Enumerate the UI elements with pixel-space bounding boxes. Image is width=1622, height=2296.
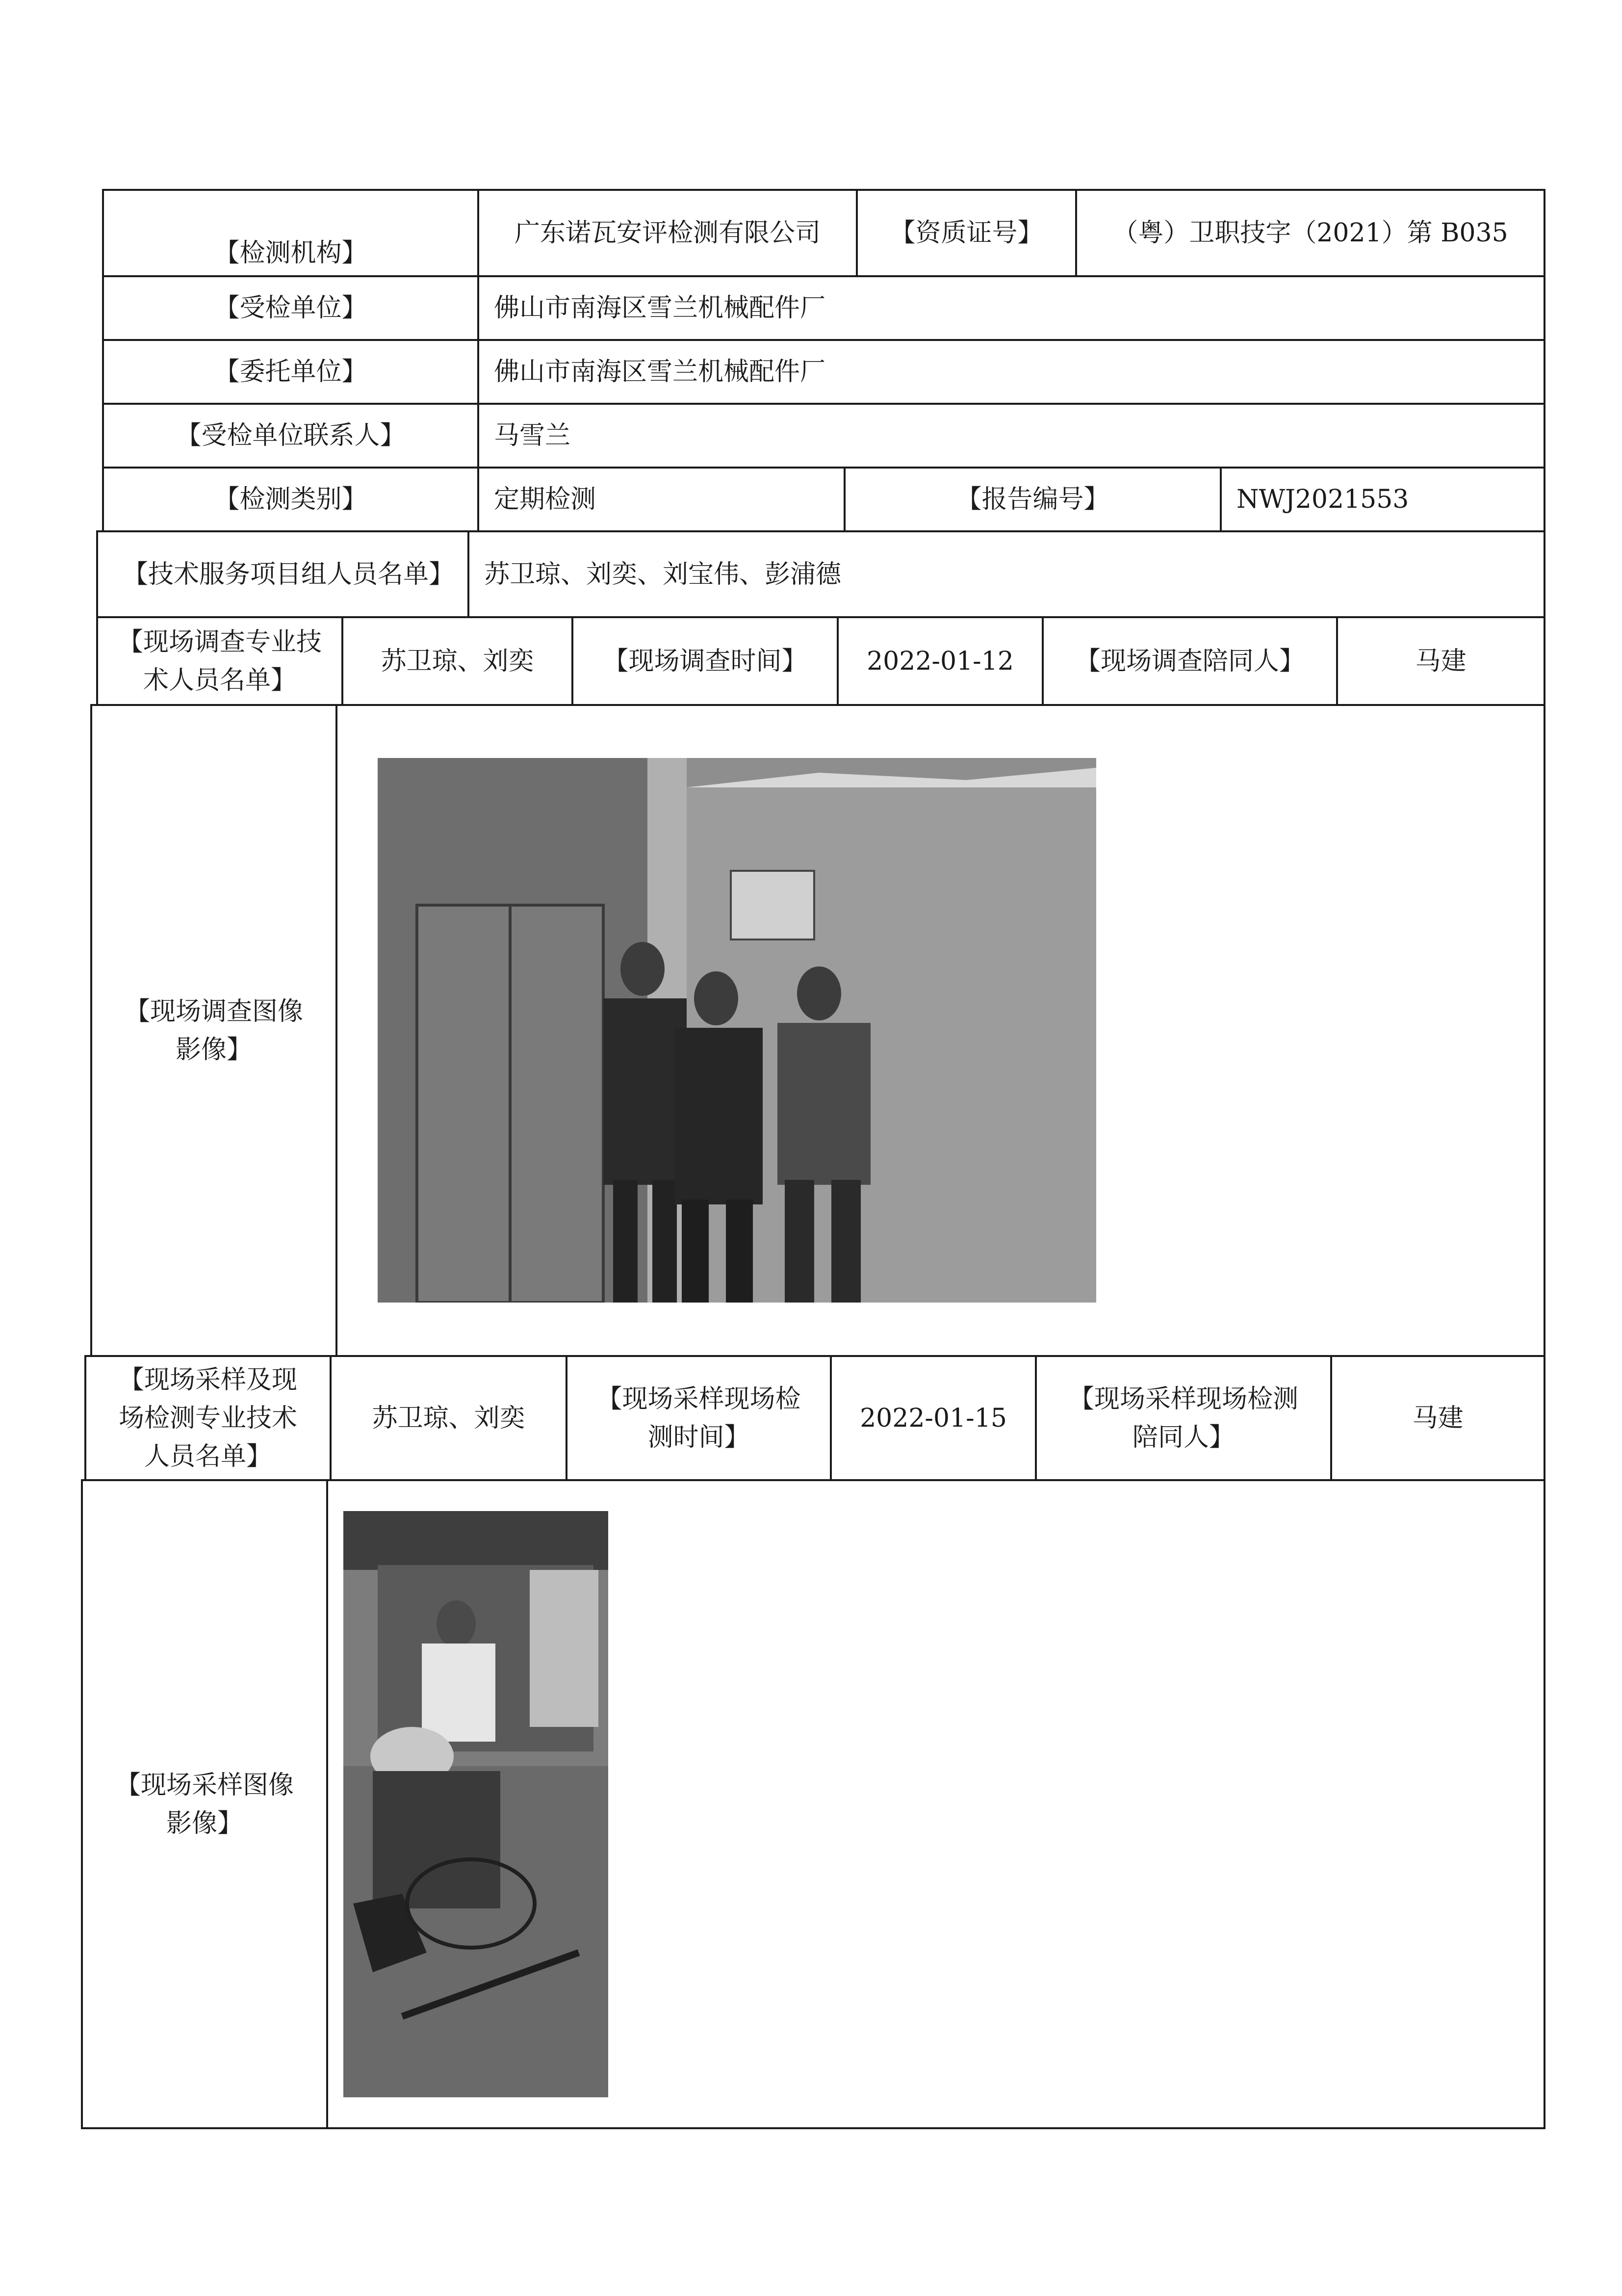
survey-companion-label: 【现场调查陪同人】: [1044, 618, 1338, 704]
row-sampling-image: [81, 1479, 1545, 2129]
client-value: 佛山市南海区雪兰机械配件厂: [494, 357, 826, 387]
row-inspected: [102, 275, 1545, 341]
cert-value: （粤）卫职技字（2021）第 B035: [1112, 218, 1508, 248]
sampling-image-label: 【现场采样图像影像】: [83, 1481, 328, 2127]
sampling-companion-label: 【现场采样现场检测陪同人】: [1037, 1357, 1332, 1479]
contact-value: 马雪兰: [494, 421, 571, 450]
category-label: 【检测类别】: [104, 469, 479, 530]
survey-label: 【现场调查专业技术人员名单】: [98, 618, 343, 704]
survey-time-value: 2022-01-12: [839, 618, 1044, 704]
survey-companion-value: 马建: [1415, 646, 1467, 676]
sampling-time-value: 2022-01-15: [832, 1357, 1037, 1479]
row-client: [102, 339, 1545, 405]
sampling-value: 苏卫琼、刘奕: [332, 1357, 567, 1479]
row-team: [96, 530, 1545, 618]
contact-label: 【受检单位联系人】: [104, 405, 479, 467]
survey-time-label: 【现场调查时间】: [573, 618, 839, 704]
sampling-time-label: 【现场采样现场检测时间】: [567, 1357, 832, 1479]
row-category: [102, 467, 1545, 532]
report-value: NWJ2021553: [1236, 485, 1409, 514]
org-label: 【检测机构】: [104, 191, 479, 275]
row-contact: [102, 403, 1545, 469]
row-survey: [96, 616, 1545, 706]
category-value: 定期检测: [479, 469, 846, 530]
sampling-photo: [343, 1511, 608, 2097]
row-sampling: [84, 1355, 1545, 1481]
org-value: 广东诺瓦安评检测有限公司: [479, 191, 858, 275]
inspected-value: 佛山市南海区雪兰机械配件厂: [494, 293, 826, 323]
sampling-companion-value: 马建: [1412, 1403, 1464, 1433]
team-value: 苏卫琼、刘奕、刘宝伟、彭浦德: [484, 559, 842, 589]
sampling-label: 【现场采样及现场检测专业技术人员名单】: [86, 1357, 332, 1479]
inspected-label: 【受检单位】: [104, 277, 479, 339]
report-label: 【报告编号】: [846, 469, 1222, 530]
survey-image-label: 【现场调查图像影像】: [92, 706, 337, 1355]
survey-value: 苏卫琼、刘奕: [343, 618, 573, 704]
survey-photo: [378, 758, 1096, 1303]
team-label: 【技术服务项目组人员名单】: [98, 532, 469, 616]
client-label: 【委托单位】: [104, 341, 479, 403]
cert-label: 【资质证号】: [858, 191, 1077, 275]
row-org: [102, 189, 1545, 277]
